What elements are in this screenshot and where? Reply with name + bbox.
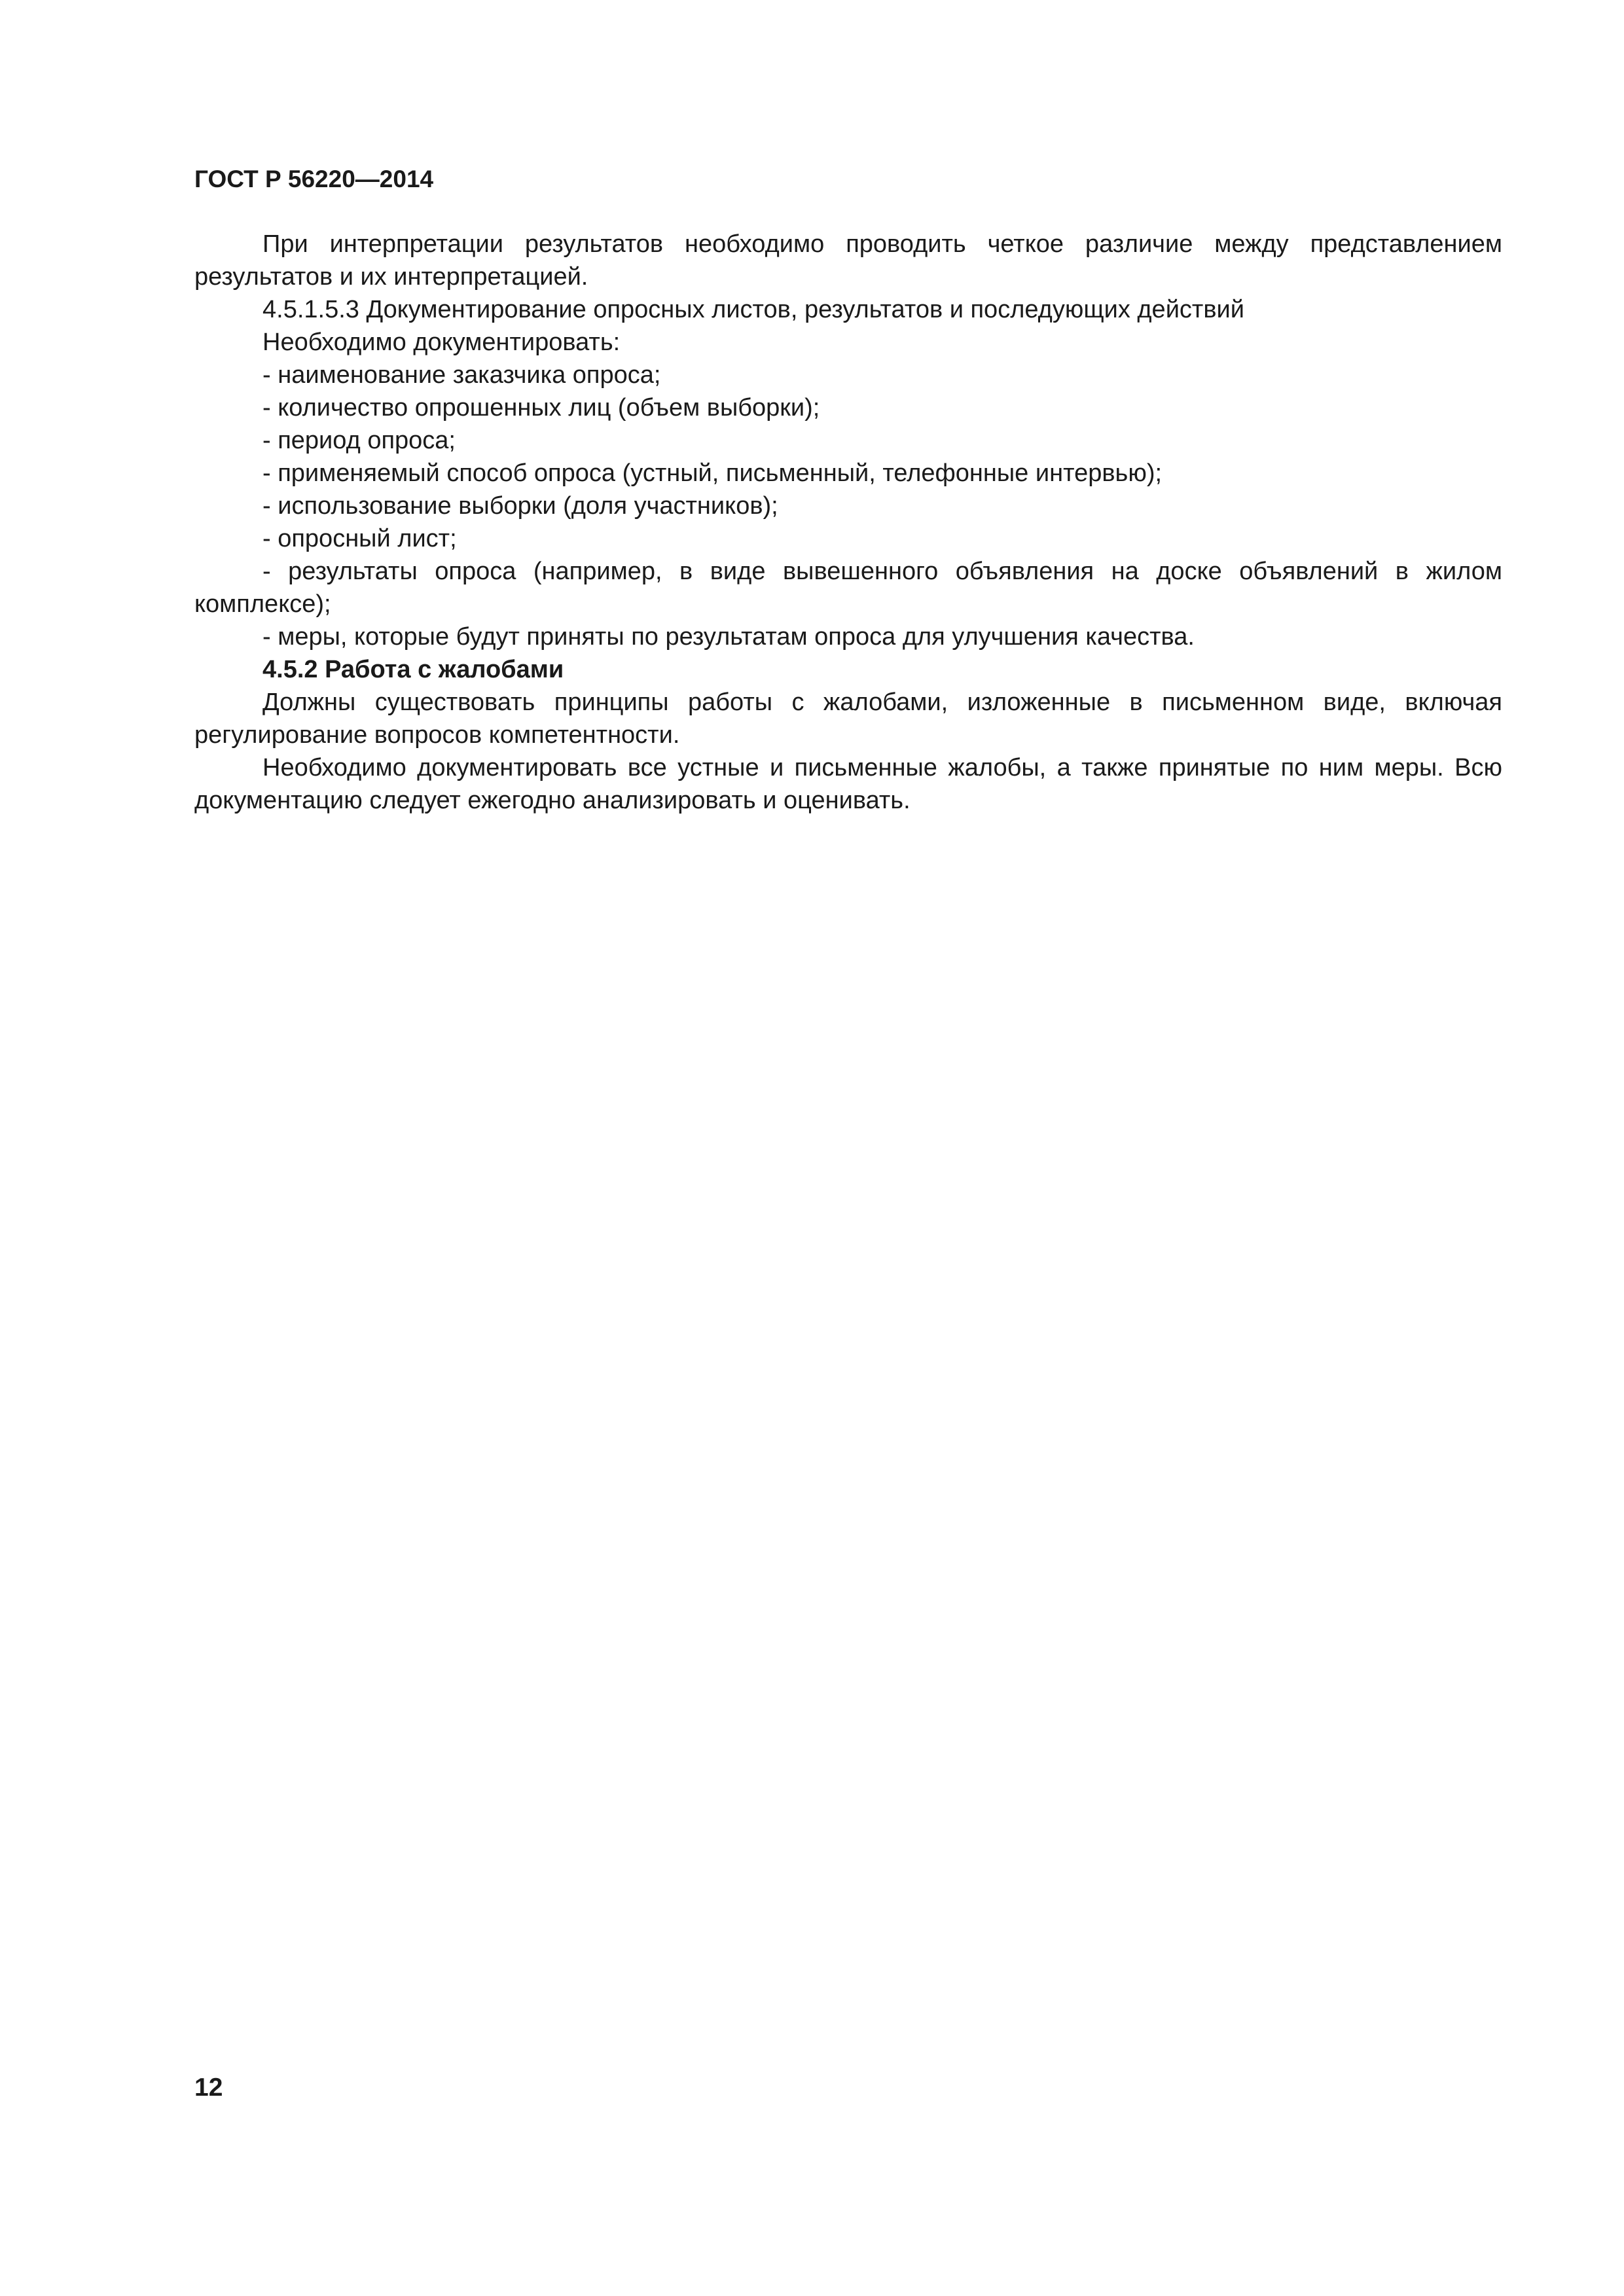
- list-item: - результаты опроса (например, в виде вывешенного объявления на доске объявлений в жилом комплексе);: [194, 558, 1502, 618]
- list-item: - применяемый способ опроса (устный, письменный, телефонные интервью);: [262, 459, 1163, 487]
- document-header-code: ГОСТ Р 56220—2014: [194, 166, 434, 192]
- page-number: 12: [194, 2073, 223, 2102]
- paragraph-interpretation: При интерпретации результатов необходимо проводить четкое различие между представлением результатов и их интерпретацией.: [194, 230, 1502, 291]
- list-item: - использование выборки (доля участников);: [262, 492, 778, 520]
- paragraph-documentation-intro: Необходимо документировать:: [262, 329, 621, 356]
- list-item: - меры, которые будут приняты по результатам опроса для улучшения качества.: [262, 623, 1195, 651]
- section-heading: 4.5.2 Работа с жалобами: [262, 656, 564, 683]
- paragraph-subsection-title: 4.5.1.5.3 Документирование опросных листов, результатов и последующих действий: [262, 296, 1244, 323]
- paragraph-complaints-principles: Должны существовать принципы работы с жалобами, изложенные в письменном виде, включая регулирование вопросов компетентности.: [194, 689, 1502, 749]
- document-body: [194, 228, 1502, 817]
- list-item: - наименование заказчика опроса;: [262, 361, 661, 389]
- list-item: - опросный лист;: [262, 525, 457, 552]
- list-item: - количество опрошенных лиц (объем выборки);: [262, 394, 820, 422]
- paragraph-complaints-documentation: Необходимо документировать все устные и письменные жалобы, а также принятые по ним меры. Всю документацию следует ежегодно анализировать и оценивать.: [194, 754, 1502, 814]
- list-item: - период опроса;: [262, 427, 456, 454]
